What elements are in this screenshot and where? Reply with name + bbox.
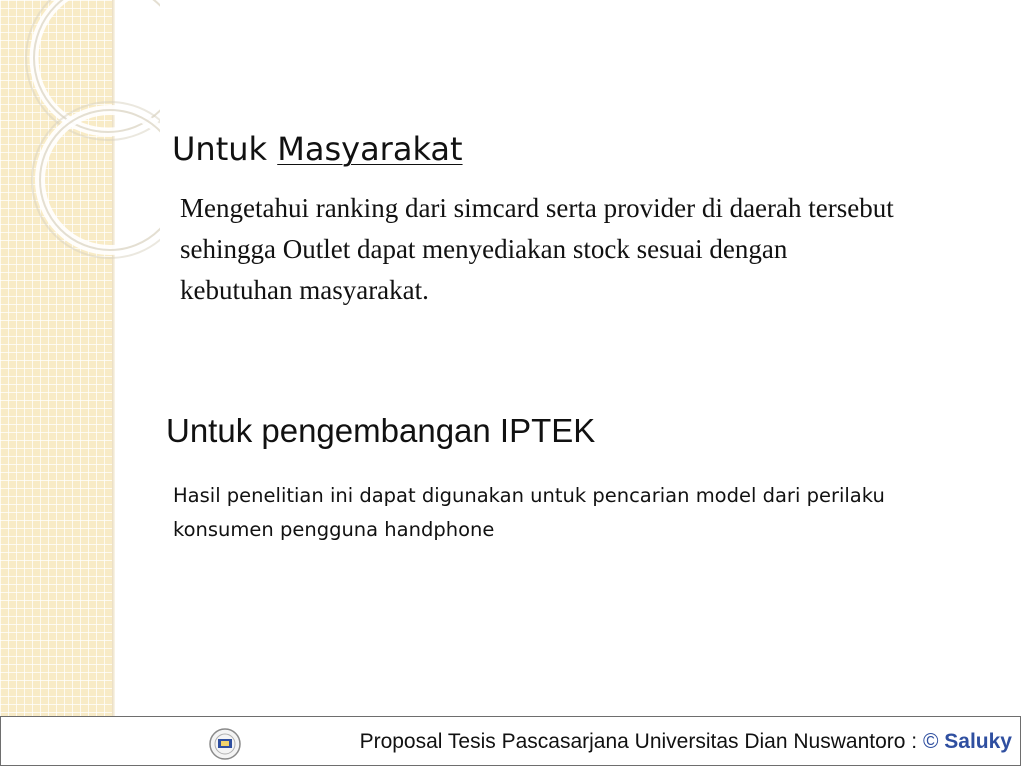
heading-emphasis: Masyarakat: [277, 130, 463, 168]
paragraph-iptek: Hasil penelitian ini dapat digunakan untuk pencarian model dari perilaku konsumen pengguna handphone: [173, 484, 885, 541]
footer-bar: [0, 716, 1021, 766]
university-seal-icon: [205, 727, 245, 761]
paragraph-masyarakat: Mengetahui ranking dari simcard serta provider di daerah tersebut sehingga Outlet dapat menyediakan stock sesuai dengan kebutuhan masyarakat.: [180, 193, 894, 305]
copyright-symbol: ©: [922, 730, 939, 753]
footer-caption: [360, 730, 1012, 754]
heading-untuk-masyarakat: [172, 130, 463, 168]
decorative-rings-icon: [0, 0, 160, 260]
heading-pengembangan-iptek: Untuk pengembangan IPTEK: [166, 412, 596, 449]
footer-text: Proposal Tesis Pascasarjana Universitas Dian Nuswantoro :: [359, 730, 918, 753]
footer-brand: Saluky: [944, 730, 1012, 753]
heading-prefix: Untuk: [172, 130, 268, 168]
